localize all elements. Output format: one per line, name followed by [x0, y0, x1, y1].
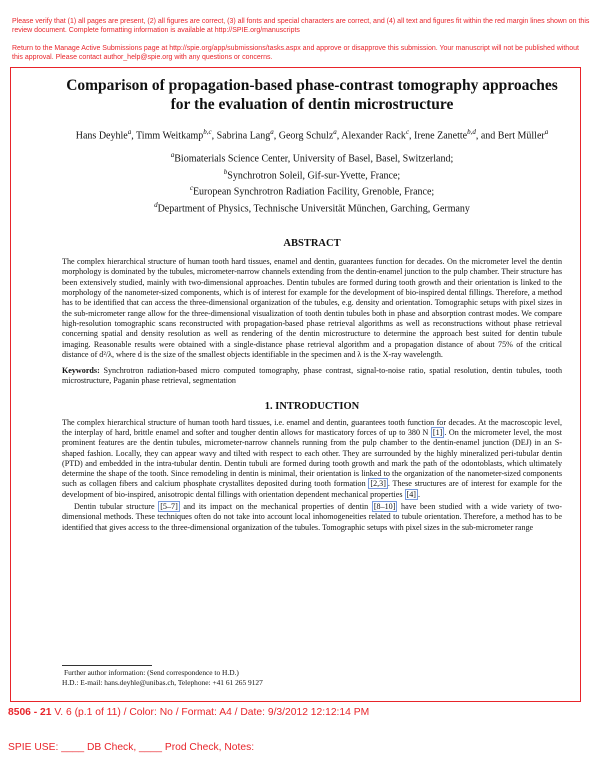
footnote-correspondence: Further author information: (Send correspondence to H.D.): [64, 668, 239, 677]
author-affiliation-mark: a: [544, 128, 549, 136]
abstract-heading: ABSTRACT: [283, 238, 341, 250]
citation-link[interactable]: [5–7]: [160, 502, 178, 512]
author-affiliation-mark: a: [127, 128, 132, 136]
affiliation-mark: d: [154, 201, 158, 210]
paper-id: 8506 - 21: [8, 707, 52, 718]
citation-link[interactable]: [8–10]: [373, 502, 396, 512]
affiliation-text: Biomaterials Science Center, University of Basel, Basel, Switzerland;: [174, 153, 454, 165]
citation-link[interactable]: [2,3]: [370, 479, 386, 489]
paper-page: [62, 76, 562, 533]
author-affiliation-mark: a: [333, 128, 337, 136]
author-name: Hans Deyhle: [75, 130, 128, 142]
author-name: Georg Schulz: [278, 130, 334, 142]
footnote: [62, 665, 562, 687]
author-affiliation-mark: b,d: [467, 128, 476, 136]
paragraph-text: and its impact on the mechanical properties of dentin: [179, 502, 372, 512]
affiliation-line: [62, 166, 562, 183]
author-name: Alexander Rack: [341, 130, 406, 142]
affiliation-mark: b: [223, 167, 228, 176]
verification-notice: Please verify that (1) all pages are present, (2) all figures are correct, (3) all fonts and special characters are correct, and (4) all text and figures fit within the red margin lines shown on this review document. Complete formatting information is available at http://SPIE.org/manuscripts: [12, 18, 590, 34]
affiliation-line: [62, 149, 562, 166]
intro-paragraph-1: [62, 418, 562, 500]
status-line: [8, 707, 369, 718]
intro-paragraph-2: [62, 502, 562, 533]
keywords-text: Synchrotron radiation-based micro computed tomography, phase contrast, signal-to-noise ratio, spatial resolution, dentin tubules, tooth microstructure, Paganin phase retrieval, segmentation: [62, 366, 562, 386]
affiliation-text: Synchrotron Soleil, Gif-sur-Yvette, France;: [227, 169, 401, 181]
keywords-label: Keywords:: [62, 366, 100, 376]
author-name: Sabrina Lang: [216, 130, 271, 142]
footnote-contact: H.D.: E-mail: hans.deyhle@unibas.ch, Telephone: +41 61 265 9127: [62, 677, 263, 687]
paragraph-text: . These structures are of interest for example for the development of bio-inspired, anisotropic dental fillings with orientation dependent mechanical properties: [62, 479, 562, 499]
affiliations: [62, 149, 562, 216]
paper-title: Comparison of propagation-based phase-contrast tomography approaches for the evaluation of dentin microstructure: [66, 77, 558, 113]
affiliation-mark: a: [170, 150, 175, 159]
approval-notice: Return to the Manage Active Submissions page at http://spie.org/app/submissions/tasks.aspx and approve or disapprove this submission. Your manuscript will not be published without this approval. Please contact author_help@spie.org with any questions or concerns.: [12, 45, 579, 61]
affiliation-line: [62, 199, 562, 216]
affiliation-mark: c: [189, 184, 193, 193]
paragraph-text: The complex hierarchical structure of human tooth hard tissues, i.e. enamel and dentin, guarantees tooth function for decades. At the macroscopic level, the interplay of hard, brittle enamel and softer and tougher dentin allows for masticatory forces of up to 380 N: [62, 417, 562, 437]
citation-link[interactable]: [1]: [432, 428, 443, 437]
affiliation-text: European Synchrotron Radiation Facility, Grenoble, France;: [192, 186, 435, 198]
affiliation-line: [62, 182, 562, 199]
author-name: Irene Zanette: [414, 130, 468, 142]
affiliation-text: Department of Physics, Technische Universität München, Garching, Germany: [157, 203, 470, 215]
paragraph-text: Dentin tubular structure: [74, 502, 159, 512]
author-list: Hans Deyhle$^a$, Timm Weitkamp$^{b,c}$, Sabrina Lang$^a$, Georg Schulz$^a$, Alexander Rack$^c$, Irene Zanette$^{b,d}$, and Bert Müller$^a$: [75, 128, 549, 142]
author-affiliation-mark: c: [405, 128, 410, 136]
author-affiliation-mark: b,c: [203, 128, 212, 136]
footnote-rule: [62, 665, 152, 666]
citation-link[interactable]: [4]: [406, 489, 416, 499]
abstract-text: The complex hierarchical structure of human tooth hard tissues, enamel and dentin, guarantees function for decades. On the micrometer level the dentin morphology is dominated by the tubules, micrometer-narrow channels extending from the dentin-enamel junction to the pulp chamber. Their structure has been extensively studied, mainly with two-dimensional approaches. Dentin tubules are formed during tooth growth and their orientation is linked to the morphology of the nanometer-sized components, which is of interest for example for the development of bio-inspired dental fillings. Therefore, a method has to be identified that can access the three-dimensional organization of the tubules, e.g. density and orientation. Tomographic setups with pixel sizes in the sub-micrometer range allow for the three-dimensional visualization of tooth dentin tubules both in phase and absorption contrast modes. We compare high-resolution tomographic scans reconstructed with propagation-based phase retrieval algorithms as well as reconstructions without phase retrieval concerning spatial and density resolution as well as rendering of the dentin microstructure to determine the approach best suited for dentin tubule imaging. Reasonable results were obtained with a single-distance phase retrieval algorithm and a propagation distance of about 75% of the critical distance of d²/λ, where d is the size of the smallest objects identifiable in the specimen and λ is the X-ray wavelength.: [62, 257, 562, 359]
author-name: Bert Müller: [497, 130, 545, 142]
spie-use-line: SPIE USE: ____ DB Check, ____ Prod Check, Notes:: [8, 742, 255, 753]
introduction-heading: 1. INTRODUCTION: [264, 400, 360, 412]
keywords: [62, 366, 562, 387]
paragraph-text: have been studied with a wide variety of two-dimensional methods. These techniques often do not take into account local inhomogeneities related to tubule orientation. Therefore, a method has to be identified that gives access to the three-dimensional organization of the tubules. Tomographic setups with pixel sizes in the sub-micrometer range: [62, 502, 562, 532]
status-details: V. 6 (p.1 of 11) / Color: No / Format: A4 / Date: 9/3/2012 12:12:14 PM: [51, 707, 370, 718]
author-affiliation-mark: a: [270, 128, 274, 136]
paragraph-text: .: [417, 489, 421, 499]
author-name: Timm Weitkamp: [136, 130, 204, 142]
paragraph-text: . On the micrometer level, the most prominent features are the dentin tubules, micrometer-narrow channels running from the pulp chamber to the dentin-enamel junction (DEJ) in an S-shaped fashion. Locally, they can appear wavy and tilted with respect to each other. They are surrounded by the highly mineralized peri-tubular dentin (PTD) and embedded in the intra-tubular dentin. Dentin tubuli are formed during tooth growth and mark the path of the odontoblasts, which ultimately determine the shape of the tooth. Since remodeling in dentin is minimal, their orientation is linked to the organization of the nanometer-sized components such as collagen fibers and calcium phosphate crystallites deposited during tooth formation: [62, 428, 562, 489]
